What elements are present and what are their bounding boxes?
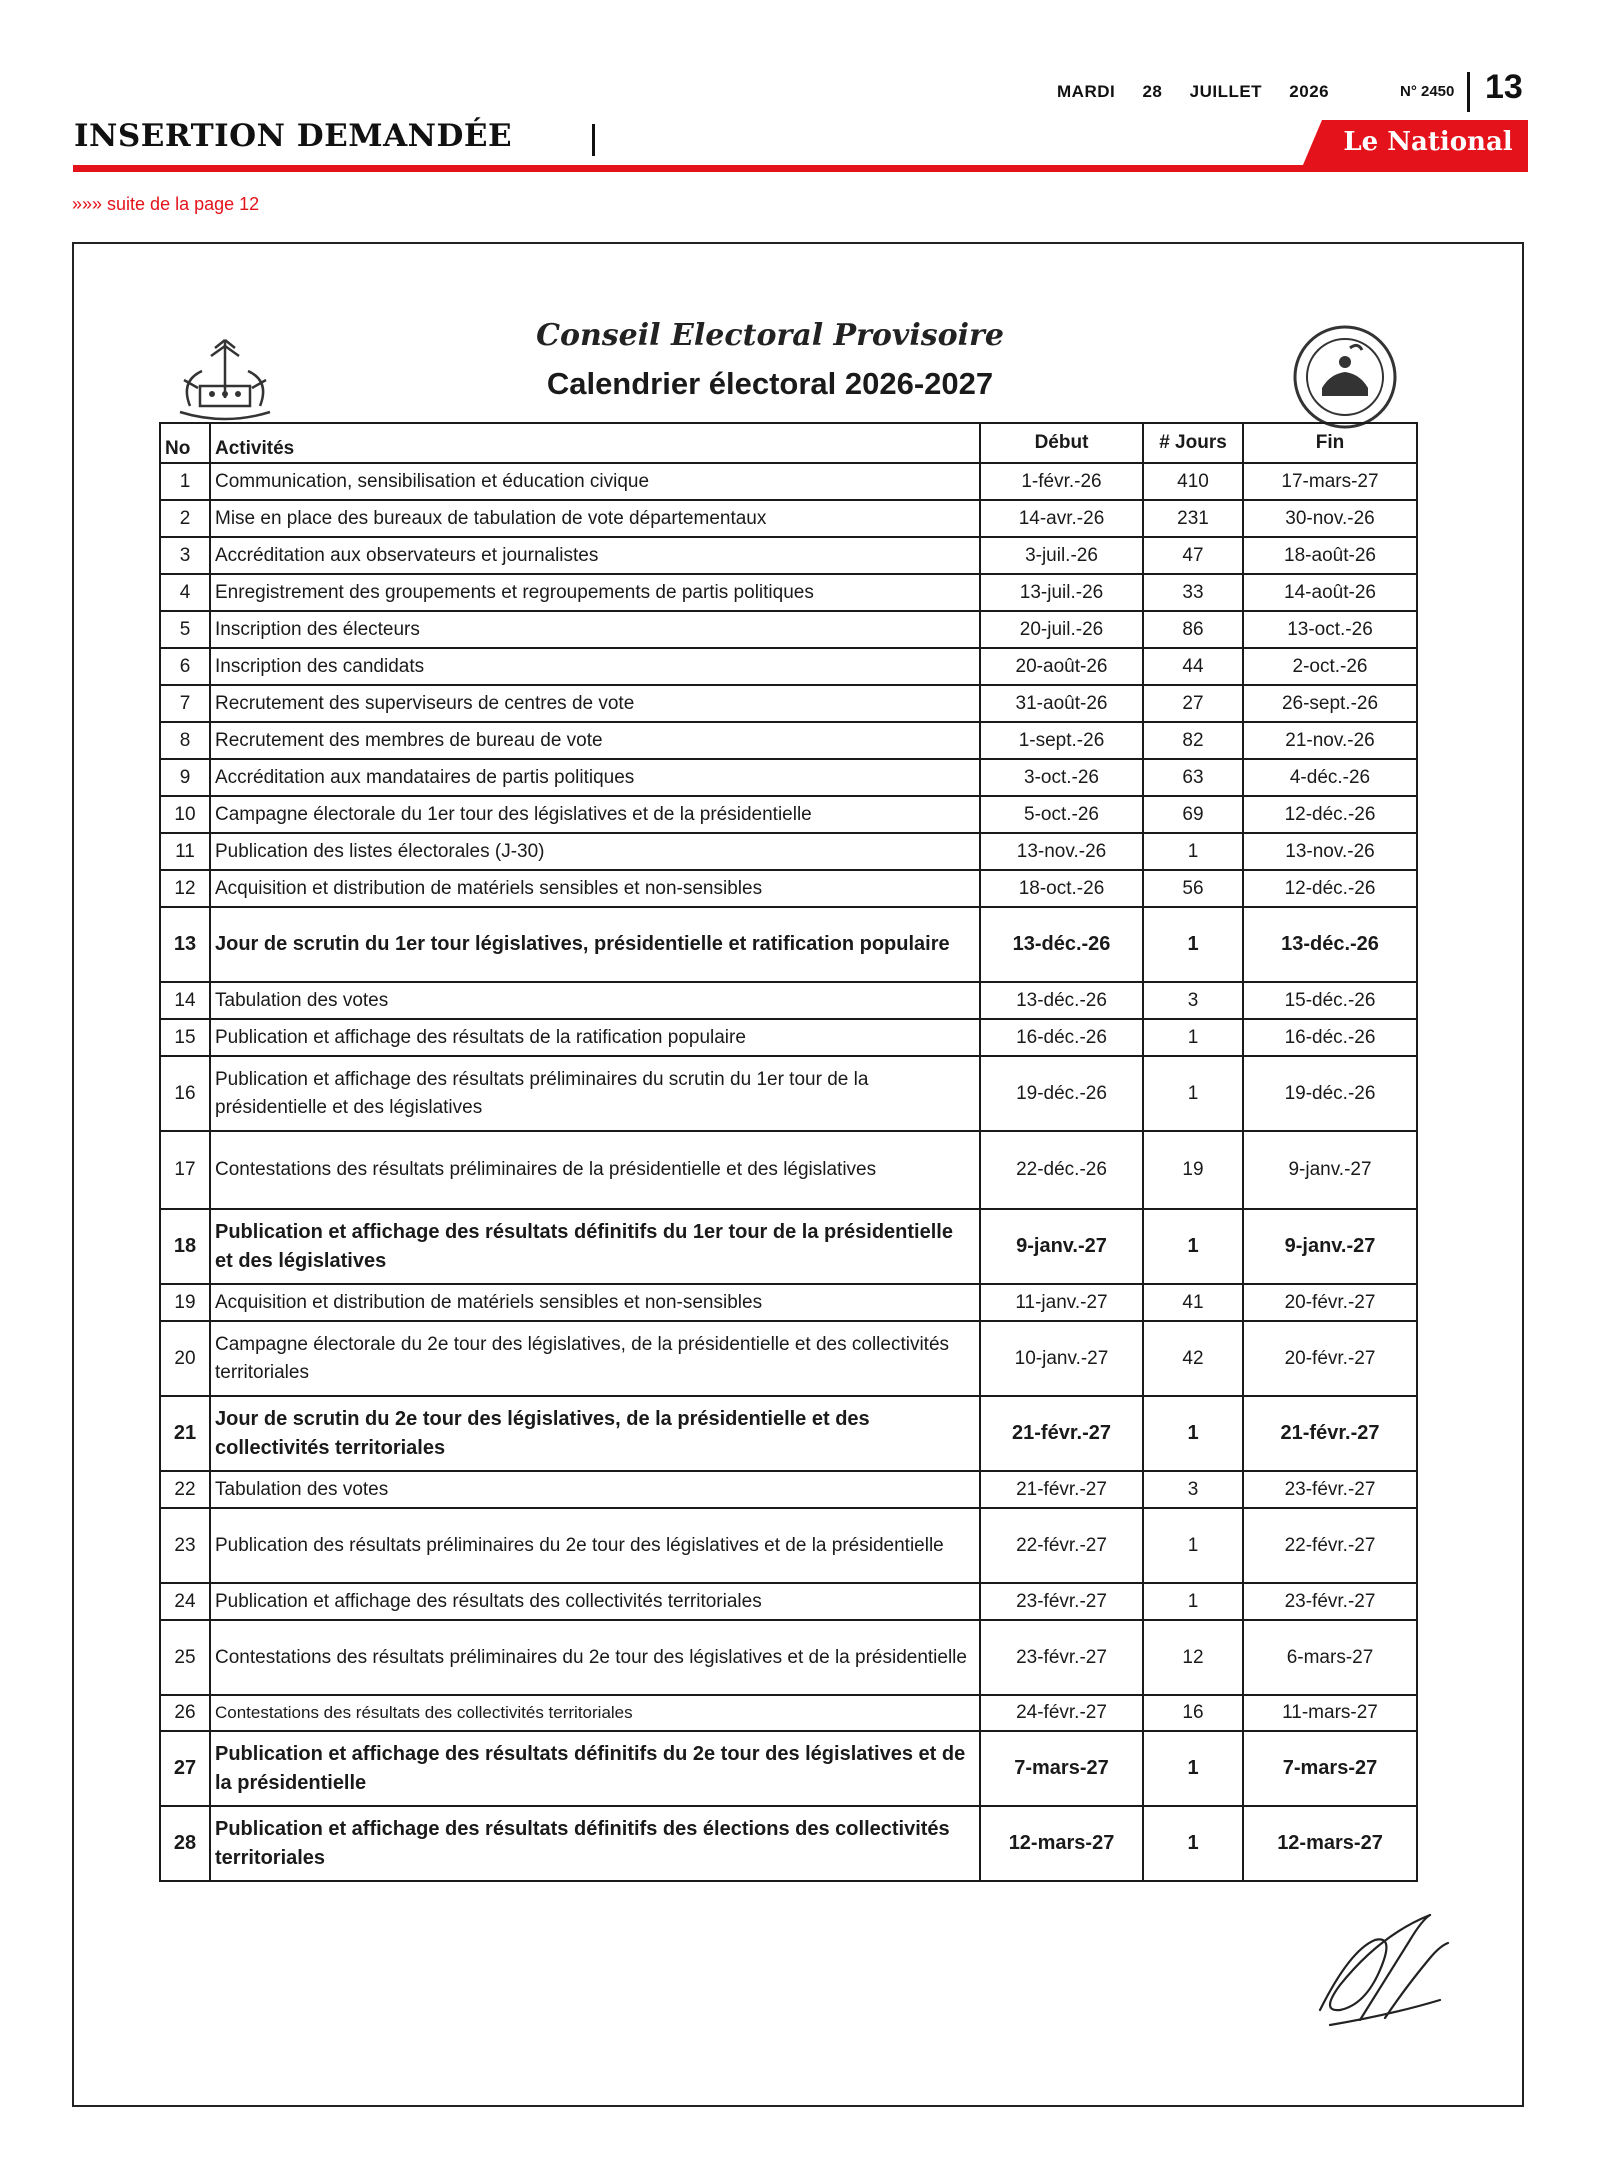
row-days: 69 (1143, 796, 1243, 833)
row-days: 231 (1143, 500, 1243, 537)
table-row (160, 648, 1417, 685)
table-row (160, 537, 1417, 574)
row-no: 10 (160, 796, 210, 833)
row-start: 3-oct.-26 (980, 759, 1143, 796)
date-month: JUILLET (1189, 82, 1263, 101)
row-start: 21-févr.-27 (980, 1396, 1143, 1471)
row-activity: Jour de scrutin du 1er tour législatives, présidentielle et ratification populaire (210, 907, 980, 982)
row-activity: Publication des listes électorales (J-30) (210, 833, 980, 870)
row-activity: Jour de scrutin du 2e tour des législatives, de la présidentielle et des collectivités territoriales (210, 1396, 980, 1471)
table-row (160, 1019, 1417, 1056)
row-end: 4-déc.-26 (1243, 759, 1417, 796)
row-no: 24 (160, 1583, 210, 1620)
row-days: 1 (1143, 1056, 1243, 1131)
table-row (160, 1471, 1417, 1508)
row-days: 1 (1143, 1396, 1243, 1471)
row-no: 13 (160, 907, 210, 982)
row-activity: Publication et affichage des résultats définitifs du 1er tour de la présidentielle et des législatives (210, 1209, 980, 1284)
row-no: 14 (160, 982, 210, 1019)
row-no: 8 (160, 722, 210, 759)
table-row (160, 1620, 1417, 1695)
brand-name: Le National (1343, 127, 1513, 157)
row-activity: Accréditation aux mandataires de partis politiques (210, 759, 980, 796)
row-days: 1 (1143, 1508, 1243, 1583)
row-activity: Publication et affichage des résultats préliminaires du scrutin du 1er tour de la présidentielle et des législatives (210, 1056, 980, 1131)
row-activity: Tabulation des votes (210, 1471, 980, 1508)
row-activity: Accréditation aux observateurs et journalistes (210, 537, 980, 574)
row-end: 9-janv.-27 (1243, 1131, 1417, 1209)
row-end: 13-déc.-26 (1243, 907, 1417, 982)
row-end: 22-févr.-27 (1243, 1508, 1417, 1583)
calendar-table (159, 422, 1418, 1882)
row-no: 21 (160, 1396, 210, 1471)
row-activity: Mise en place des bureaux de tabulation de vote départementaux (210, 500, 980, 537)
row-start: 1-févr.-26 (980, 463, 1143, 500)
row-activity: Contestations des résultats des collectivités territoriales (210, 1695, 980, 1731)
calendar-title: Calendrier électoral 2026-2027 (546, 366, 994, 401)
row-end: 7-mars-27 (1243, 1731, 1417, 1806)
row-start: 10-janv.-27 (980, 1321, 1143, 1396)
row-start: 19-déc.-26 (980, 1056, 1143, 1131)
row-activity: Contestations des résultats préliminaires du 2e tour des législatives et de la présidentielle (210, 1620, 980, 1695)
row-no: 27 (160, 1731, 210, 1806)
row-end: 13-nov.-26 (1243, 833, 1417, 870)
row-start: 22-févr.-27 (980, 1508, 1143, 1583)
row-end: 12-déc.-26 (1243, 870, 1417, 907)
row-days: 82 (1143, 722, 1243, 759)
table-row (160, 1806, 1417, 1881)
row-no: 12 (160, 870, 210, 907)
row-end: 6-mars-27 (1243, 1620, 1417, 1695)
col-header-end: Fin (1243, 423, 1417, 463)
row-start: 13-déc.-26 (980, 907, 1143, 982)
row-days: 63 (1143, 759, 1243, 796)
table-row (160, 907, 1417, 982)
row-end: 18-août-26 (1243, 537, 1417, 574)
row-days: 1 (1143, 907, 1243, 982)
row-start: 24-févr.-27 (980, 1695, 1143, 1731)
row-days: 41 (1143, 1284, 1243, 1321)
row-no: 5 (160, 611, 210, 648)
row-no: 4 (160, 574, 210, 611)
row-start: 9-janv.-27 (980, 1209, 1143, 1284)
row-end: 2-oct.-26 (1243, 648, 1417, 685)
row-start: 23-févr.-27 (980, 1583, 1143, 1620)
row-end: 20-févr.-27 (1243, 1321, 1417, 1396)
row-activity: Inscription des candidats (210, 648, 980, 685)
row-days: 1 (1143, 1583, 1243, 1620)
row-end: 14-août-26 (1243, 574, 1417, 611)
row-activity: Enregistrement des groupements et regroupements de partis politiques (210, 574, 980, 611)
row-no: 11 (160, 833, 210, 870)
table-row (160, 463, 1417, 500)
row-activity: Campagne électorale du 2e tour des législatives, de la présidentielle et des collectivités territoriales (210, 1321, 980, 1396)
col-header-activity: Activités (210, 423, 980, 463)
row-no: 28 (160, 1806, 210, 1881)
row-end: 30-nov.-26 (1243, 500, 1417, 537)
table-row (160, 611, 1417, 648)
row-days: 1 (1143, 1731, 1243, 1806)
row-end: 17-mars-27 (1243, 463, 1417, 500)
row-activity: Communication, sensibilisation et éducation civique (210, 463, 980, 500)
row-start: 7-mars-27 (980, 1731, 1143, 1806)
row-days: 19 (1143, 1131, 1243, 1209)
row-no: 6 (160, 648, 210, 685)
table-row (160, 1321, 1417, 1396)
row-no: 23 (160, 1508, 210, 1583)
table-row (160, 1508, 1417, 1583)
row-days: 3 (1143, 982, 1243, 1019)
row-days: 16 (1143, 1695, 1243, 1731)
table-row (160, 1209, 1417, 1284)
row-end: 12-mars-27 (1243, 1806, 1417, 1881)
row-start: 20-juil.-26 (980, 611, 1143, 648)
row-start: 13-déc.-26 (980, 982, 1143, 1019)
row-start: 13-nov.-26 (980, 833, 1143, 870)
table-row (160, 796, 1417, 833)
issue-number: N° 2450 (1400, 83, 1455, 100)
row-end: 16-déc.-26 (1243, 1019, 1417, 1056)
continued-from: »»» suite de la page 12 (72, 194, 260, 214)
row-no: 22 (160, 1471, 210, 1508)
row-end: 20-févr.-27 (1243, 1284, 1417, 1321)
row-end: 11-mars-27 (1243, 1695, 1417, 1731)
table-row (160, 870, 1417, 907)
row-activity: Recrutement des superviseurs de centres de vote (210, 685, 980, 722)
row-start: 5-oct.-26 (980, 796, 1143, 833)
row-days: 47 (1143, 537, 1243, 574)
date-line (1057, 82, 1351, 102)
table-row (160, 1731, 1417, 1806)
row-start: 31-août-26 (980, 685, 1143, 722)
date-year: 2026 (1289, 82, 1330, 101)
row-no: 9 (160, 759, 210, 796)
row-days: 44 (1143, 648, 1243, 685)
row-no: 17 (160, 1131, 210, 1209)
row-start: 23-févr.-27 (980, 1620, 1143, 1695)
page-number: 13 (1485, 68, 1523, 106)
row-end: 9-janv.-27 (1243, 1209, 1417, 1284)
signature-icon (1300, 1900, 1470, 2040)
row-end: 13-oct.-26 (1243, 611, 1417, 648)
row-no: 20 (160, 1321, 210, 1396)
table-row (160, 982, 1417, 1019)
table-row (160, 1056, 1417, 1131)
row-start: 12-mars-27 (980, 1806, 1143, 1881)
row-days: 42 (1143, 1321, 1243, 1396)
row-no: 16 (160, 1056, 210, 1131)
row-activity: Campagne électorale du 1er tour des législatives et de la présidentielle (210, 796, 980, 833)
row-no: 2 (160, 500, 210, 537)
row-no: 19 (160, 1284, 210, 1321)
section-title: INSERTION DEMANDÉE (74, 118, 513, 154)
row-end: 26-sept.-26 (1243, 685, 1417, 722)
row-activity: Publication des résultats préliminaires du 2e tour des législatives et de la présidentielle (210, 1508, 980, 1583)
table-row (160, 1695, 1417, 1731)
row-start: 1-sept.-26 (980, 722, 1143, 759)
row-start: 11-janv.-27 (980, 1284, 1143, 1321)
row-activity: Tabulation des votes (210, 982, 980, 1019)
row-start: 22-déc.-26 (980, 1131, 1143, 1209)
haiti-coat-of-arms-icon (160, 328, 290, 428)
row-no: 18 (160, 1209, 210, 1284)
table-row (160, 685, 1417, 722)
row-activity: Inscription des électeurs (210, 611, 980, 648)
date-day: MARDI (1057, 82, 1116, 101)
row-activity: Publication et affichage des résultats définitifs des élections des collectivités territoriales (210, 1806, 980, 1881)
row-no: 15 (160, 1019, 210, 1056)
col-header-start: Début (980, 423, 1143, 463)
row-activity: Contestations des résultats préliminaires de la présidentielle et des législatives (210, 1131, 980, 1209)
row-activity: Publication et affichage des résultats des collectivités territoriales (210, 1583, 980, 1620)
row-days: 1 (1143, 833, 1243, 870)
row-activity: Recrutement des membres de bureau de vote (210, 722, 980, 759)
title-divider (592, 124, 595, 156)
table-row (160, 1131, 1417, 1209)
row-days: 27 (1143, 685, 1243, 722)
table-row (160, 1583, 1417, 1620)
table-row (160, 500, 1417, 537)
row-start: 21-févr.-27 (980, 1471, 1143, 1508)
row-start: 3-juil.-26 (980, 537, 1143, 574)
row-activity: Acquisition et distribution de matériels sensibles et non-sensibles (210, 1284, 980, 1321)
table-row (160, 722, 1417, 759)
table-row (160, 1396, 1417, 1471)
table-row (160, 574, 1417, 611)
row-days: 3 (1143, 1471, 1243, 1508)
cep-seal-icon (1290, 322, 1400, 432)
row-days: 410 (1143, 463, 1243, 500)
row-end: 12-déc.-26 (1243, 796, 1417, 833)
row-end: 21-févr.-27 (1243, 1396, 1417, 1471)
row-days: 86 (1143, 611, 1243, 648)
row-days: 1 (1143, 1209, 1243, 1284)
row-days: 1 (1143, 1806, 1243, 1881)
table-row (160, 1284, 1417, 1321)
row-days: 1 (1143, 1019, 1243, 1056)
row-no: 7 (160, 685, 210, 722)
row-end: 23-févr.-27 (1243, 1583, 1417, 1620)
row-end: 15-déc.-26 (1243, 982, 1417, 1019)
row-no: 3 (160, 537, 210, 574)
header-divider (1467, 72, 1470, 112)
calendar-body (160, 463, 1417, 1881)
table-row (160, 759, 1417, 796)
row-end: 21-nov.-26 (1243, 722, 1417, 759)
council-name: Conseil Electoral Provisoire (536, 318, 1004, 353)
table-header-row (160, 423, 1417, 463)
row-start: 14-avr.-26 (980, 500, 1143, 537)
row-days: 56 (1143, 870, 1243, 907)
col-header-days: # Jours (1143, 423, 1243, 463)
row-activity: Publication et affichage des résultats de la ratification populaire (210, 1019, 980, 1056)
row-activity: Acquisition et distribution de matériels sensibles et non-sensibles (210, 870, 980, 907)
table-row (160, 833, 1417, 870)
row-end: 23-févr.-27 (1243, 1471, 1417, 1508)
row-no: 25 (160, 1620, 210, 1695)
row-activity: Publication et affichage des résultats définitifs du 2e tour des législatives et de la présidentielle (210, 1731, 980, 1806)
col-header-no: No (160, 423, 210, 463)
row-end: 19-déc.-26 (1243, 1056, 1417, 1131)
row-no: 1 (160, 463, 210, 500)
row-days: 33 (1143, 574, 1243, 611)
row-days: 12 (1143, 1620, 1243, 1695)
row-no: 26 (160, 1695, 210, 1731)
date-number: 28 (1142, 82, 1163, 101)
row-start: 13-juil.-26 (980, 574, 1143, 611)
row-start: 20-août-26 (980, 648, 1143, 685)
row-start: 18-oct.-26 (980, 870, 1143, 907)
row-start: 16-déc.-26 (980, 1019, 1143, 1056)
